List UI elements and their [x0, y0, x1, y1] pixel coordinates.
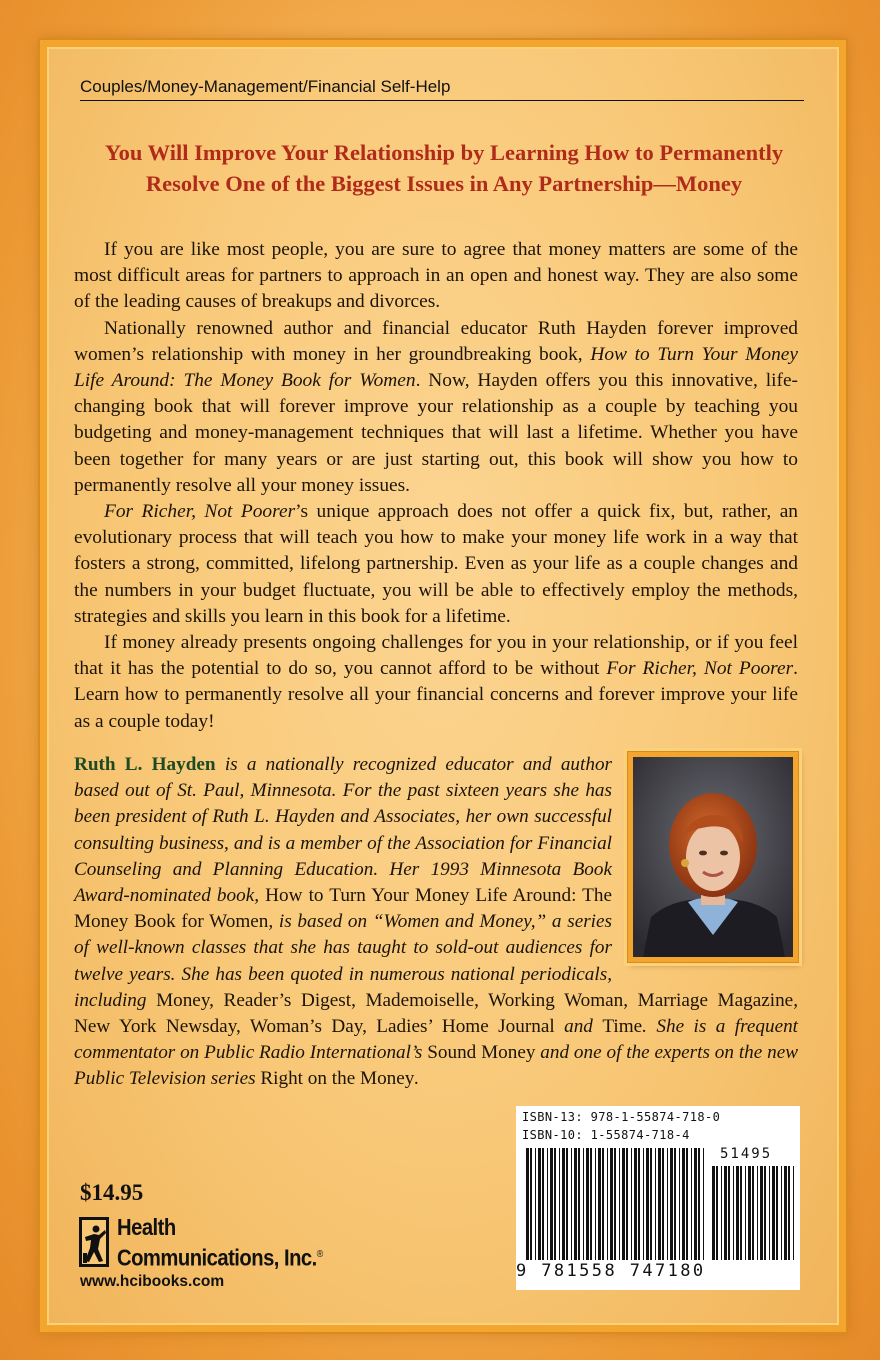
bio-book-title: How to Turn Your Money Life Around: The Money Book for Women [74, 885, 613, 933]
cover-frame [40, 40, 846, 1332]
paragraph-1: If you are like most people, you are sure to agree that money matters are some of the most difficult areas for partners to approach in an open and honest way. They are also some of the leading causes of breakups and divorces. [74, 239, 798, 313]
barcode-bar [670, 1148, 673, 1260]
price-code: 51495 [720, 1146, 773, 1162]
publisher-line-2: Communications, Inc. [117, 1244, 317, 1271]
barcode-bar [614, 1148, 616, 1260]
publisher-line-2-wrap [117, 1241, 381, 1272]
barcode-bar [760, 1166, 763, 1260]
barcode-bar [586, 1148, 589, 1260]
paragraph-2-rest: . Now, Hayden offers you this innovative, life-changing book that will forever improve your relationship as a couple by teaching you budgeting and money-management techniques that will last a lifetime. Whether you have been together for many years or are just starting out, this book will show you how to permanently resolve all your money issues. [74, 370, 799, 496]
bio-sound-money: Sound Money [427, 1042, 536, 1064]
bio-right-on-the-money: Right on the Money [260, 1068, 415, 1090]
barcode-bar [566, 1148, 568, 1260]
barcode-bar [626, 1148, 628, 1260]
hci-logo-icon [79, 1217, 109, 1267]
barcode-bar [607, 1148, 608, 1260]
bio-time: Time [602, 1016, 643, 1038]
barcode-bar [622, 1148, 625, 1260]
price: $14.95 [80, 1180, 144, 1205]
barcode-bar [712, 1166, 715, 1260]
barcode-bar [703, 1148, 704, 1260]
paragraph-4 [74, 630, 798, 735]
bio-text-6: . [414, 1068, 420, 1090]
barcode-bar [650, 1148, 652, 1260]
barcode-bar [745, 1166, 746, 1260]
paragraph-4-lead: If money already presents ongoing challenges for you in your relationship, or if you feel that it has the potential to do so, you cannot afford to be without [74, 632, 798, 680]
barcode-bar [752, 1166, 754, 1260]
barcode-bar [724, 1166, 727, 1260]
barcode-bar [542, 1148, 544, 1260]
barcode-bar [610, 1148, 613, 1260]
bio-text-3: and [554, 1016, 603, 1038]
barcode-bar [682, 1148, 685, 1260]
paragraph-3-rest: ’s unique approach does not offer a quick fix, but, rather, an evolutionary process that will teach you how to make your money life work in a way that fosters a strong, committed, lifelong partnership. Even as your life as a couple changes and the numbers in your budget fluctuate, you will be able to effectively employ the methods, strategies and skills you learn in this book for a lifetime. [74, 501, 798, 627]
paragraph-2-lead: Nationally renowned author and financial educator Ruth Hayden forever improved women’s relationship with money in her groundbreaking book, [74, 317, 798, 365]
barcode-bar [679, 1148, 680, 1260]
paragraph-2 [74, 316, 798, 499]
barcode-bar [748, 1166, 751, 1260]
isbn-13: ISBN-13: 978-1-55874-718-0 [522, 1110, 721, 1124]
author-bio [74, 752, 798, 1093]
barcode-bar [740, 1166, 742, 1260]
bio-text-4: . She is a frequent commentator on Public Radio International’s [74, 1016, 799, 1064]
barcode-bar [643, 1148, 644, 1260]
publisher-website[interactable]: www.hcibooks.com [80, 1273, 225, 1290]
bio-text-1: is a nationally recognized educator and author based out of St. Paul, Minnesota. For the past sixteen years she has been president of Ruth L. Hayden and Associates, her own successful consulting business, and is a member of the Association for Financial Counseling and Planning Education. Her 1993 Minnesota Book Award-nominated book, [74, 754, 613, 907]
author-name: Ruth L. Hayden [74, 754, 216, 775]
paragraph-3 [74, 499, 798, 630]
barcode-bar [788, 1166, 790, 1260]
barcode-bar [691, 1148, 692, 1260]
barcode-bar [550, 1148, 553, 1260]
book-title: For Richer, Not Poorer [104, 501, 296, 523]
barcode-bar [574, 1148, 577, 1260]
book-title-2: For Richer, Not Poorer [606, 658, 794, 680]
barcode-bar [571, 1148, 572, 1260]
barcode-panel [516, 1106, 800, 1290]
author-photo [628, 752, 798, 962]
barcode-bar [583, 1148, 584, 1260]
barcode-bar [634, 1148, 637, 1260]
barcode-bar [590, 1148, 592, 1260]
barcode-bar [638, 1148, 640, 1260]
barcode-bar [733, 1166, 734, 1260]
barcode-bar [667, 1148, 668, 1260]
barcode-bar [736, 1166, 739, 1260]
registered-mark: ® [316, 1249, 323, 1260]
barcode-bar [757, 1166, 758, 1260]
barcode-bar [694, 1148, 697, 1260]
barcode-bar [716, 1166, 718, 1260]
barcode-bar [784, 1166, 787, 1260]
barcode-bar [602, 1148, 604, 1260]
isbn-10: ISBN-10: 1-55874-718-4 [522, 1128, 690, 1142]
barcode-bar [662, 1148, 664, 1260]
bio-text-2: , is based on “Women and Money,” a series of well-known classes that she has taught to sold-out audiences for twelve years. She has been quoted in numerous national periodicals, including [74, 911, 612, 1011]
barcode-bar [526, 1148, 529, 1260]
previous-book-title: How to Turn Your Money Life Around: The Money Book for Women [74, 343, 798, 392]
barcode-bar [772, 1166, 775, 1260]
bio-text-5: and one of the experts on the new Public Television series [74, 1042, 799, 1090]
publisher-line-1: Health [117, 1214, 176, 1240]
bio-periodicals: Money, Reader’s Digest, Mademoiselle, Working Woman, Marriage Magazine, New York Newsday, Woman’s Day, Ladies’ Home Journal [74, 989, 798, 1038]
headline: You Will Improve Your Relationship by Learning How to Permanently Resolve One of the Biggest Issues in Any Partnership—Money [104, 140, 784, 196]
barcode-bar [619, 1148, 620, 1260]
barcode-bar [547, 1148, 548, 1260]
barcode-bar [698, 1148, 700, 1260]
barcode-bar [559, 1148, 560, 1260]
barcode-bar [674, 1148, 676, 1260]
ean-number: 9 781558 747180 [516, 1261, 706, 1281]
barcode-bar [530, 1148, 532, 1260]
barcode-bar [728, 1166, 730, 1260]
barcode-bar [598, 1148, 601, 1260]
description-text [74, 237, 798, 735]
barcode-bar [535, 1148, 536, 1260]
barcode-bar [554, 1148, 556, 1260]
barcode-bar [538, 1148, 541, 1260]
barcode-bar [776, 1166, 778, 1260]
barcode-bar [562, 1148, 565, 1260]
barcode-bar [721, 1166, 722, 1260]
author-portrait-icon [633, 757, 793, 957]
paragraph-4-rest: . Learn how to permanently resolve all your financial concerns and forever improve your life as a couple today! [74, 658, 799, 732]
publisher-name [117, 1214, 381, 1272]
barcode-bar [595, 1148, 596, 1260]
barcode-bar [658, 1148, 661, 1260]
barcode-bar [686, 1148, 688, 1260]
price-barcode-icon [712, 1166, 794, 1260]
barcode-bar [793, 1166, 794, 1260]
barcode-bar [631, 1148, 632, 1260]
ean-barcode-icon [526, 1148, 704, 1260]
barcode-bar [655, 1148, 656, 1260]
barcode-bar [578, 1148, 580, 1260]
category-line: Couples/Money-Management/Financial Self-Help [80, 77, 804, 101]
barcode-bar [646, 1148, 649, 1260]
barcode-bar [781, 1166, 782, 1260]
barcode-bar [764, 1166, 766, 1260]
barcode-bar [769, 1166, 770, 1260]
